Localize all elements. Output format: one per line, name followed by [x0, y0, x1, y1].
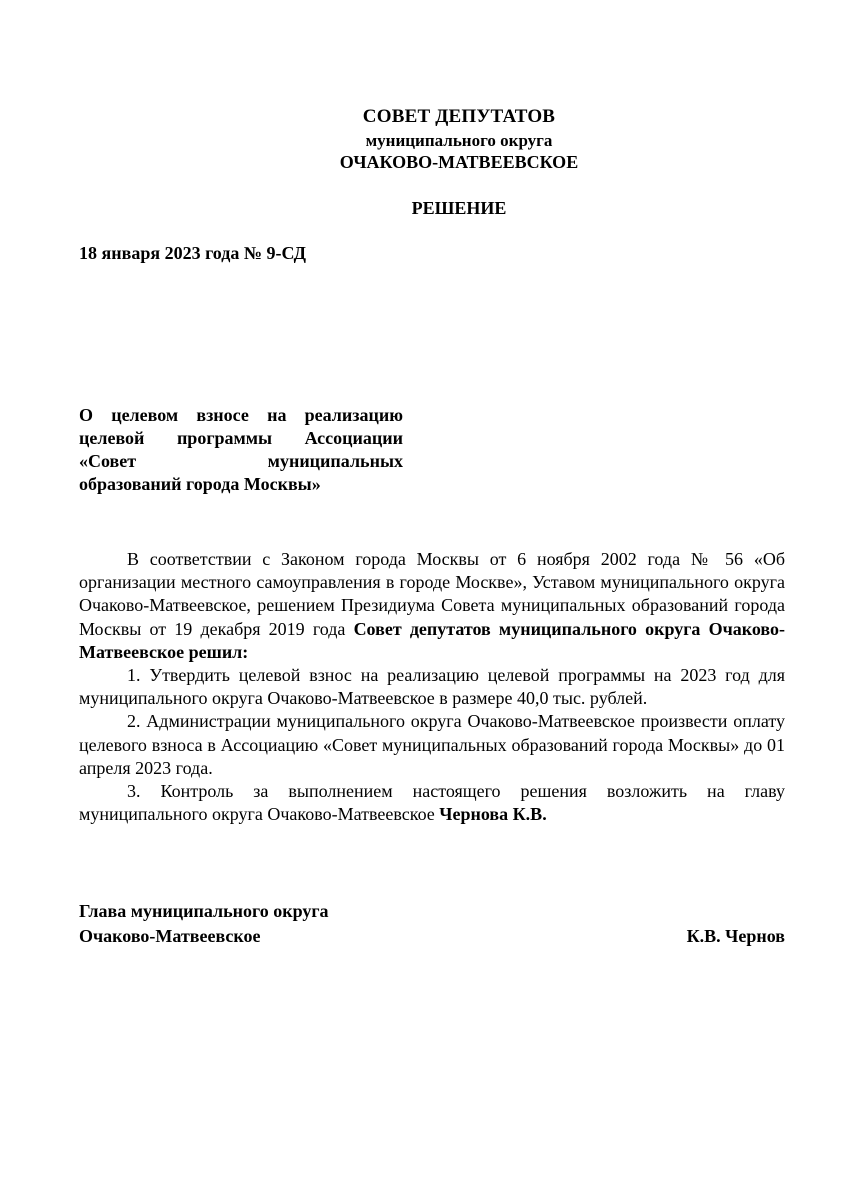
- subject-line: О целевом взносе на реализацию: [79, 405, 403, 425]
- document-type: РЕШЕНИЕ: [411, 198, 507, 218]
- decision-subject: [79, 404, 403, 496]
- preamble-text: В соответствии с Законом города Москвы от 6 ноября 2002 года № 56 «Об организации местного самоуправления в городе Москве», Уставом муниципального округа Очаково-Матвеевское, решением Президиума Совета муниципальных образований города Москвы от 19 декабря 2019 года: [79, 549, 785, 639]
- signatory-title-line2: Очаково-Матвеевское: [79, 926, 261, 946]
- signature-row: [79, 924, 785, 949]
- date-number: 18 января 2023 года № 9-СД: [79, 243, 306, 263]
- signature-block: [79, 899, 785, 949]
- preamble-paragraph: [79, 548, 785, 664]
- resolution-phrase: Совет депутатов муниципального округа Очаково-Матвеевское решил:: [79, 618, 785, 662]
- district-name: ОЧАКОВО-МАТВЕЕВСКОЕ: [339, 152, 579, 172]
- signatory-name: К.В. Чернов: [686, 926, 785, 946]
- council-title: СОВЕТ ДЕПУТАТОВ: [362, 106, 556, 127]
- subject-line: целевой программы Ассоциации: [79, 428, 403, 448]
- subject-line: образований города Москвы»: [79, 474, 321, 494]
- decision-item-2: 2. Администрации муниципального округа Очаково-Матвеевское произвести оплату целевого взноса в Ассоциацию «Совет муниципальных образований города Москвы» до 01 апреля 2023 года.: [79, 711, 785, 778]
- responsible-person: Чернова К.В.: [439, 804, 547, 825]
- item3-text: 3. Контроль за выполнением настоящего решения возложить на главу муниципального округа Очаково-Матвеевское: [79, 781, 785, 825]
- decision-item-3: [79, 780, 785, 826]
- district-type: муниципального округа: [365, 131, 553, 150]
- decision-body: [79, 548, 785, 826]
- signatory-title-line1: Глава муниципального округа: [79, 901, 329, 921]
- decision-item-1: 1. Утвердить целевой взнос на реализацию целевой программы на 2023 год для муниципального округа Очаково-Матвеевское в размере 40,0 тыс. рублей.: [79, 665, 785, 709]
- subject-line: «Совет муниципальных: [79, 451, 403, 471]
